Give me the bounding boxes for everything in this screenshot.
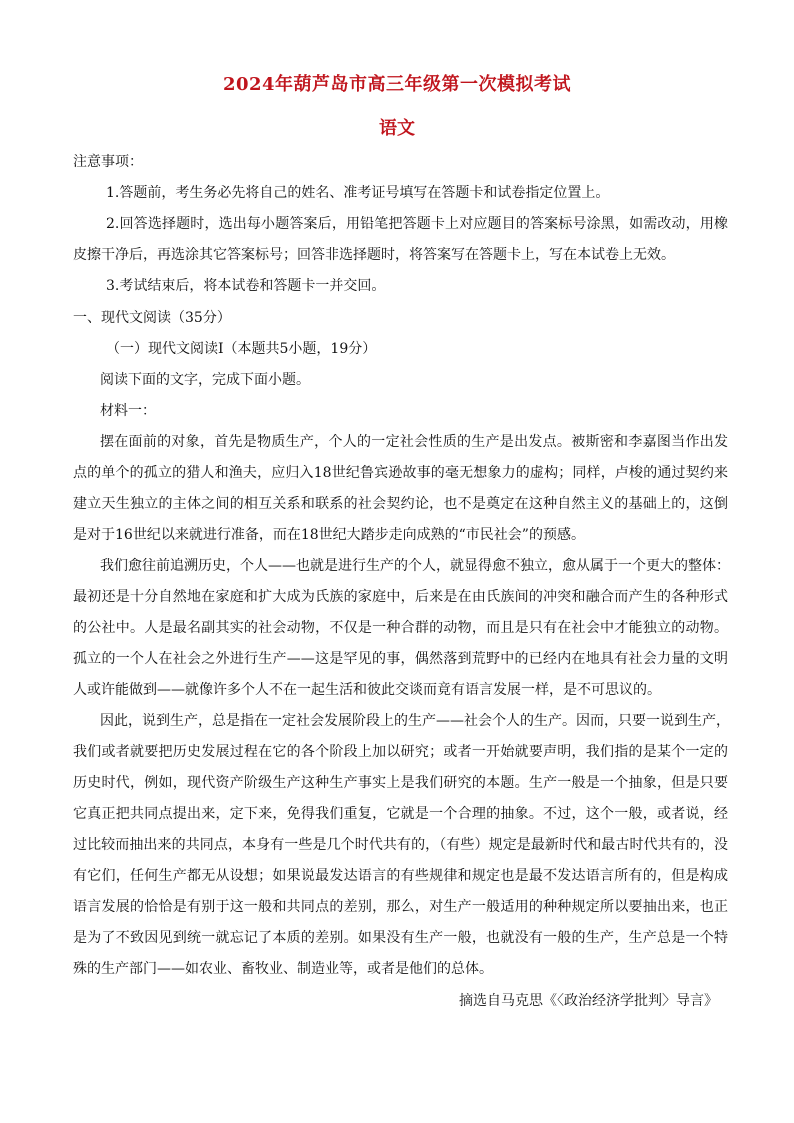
subject-title: 语文: [379, 118, 415, 139]
paragraph-line: 点的单个的孤立的猎人和渔夫，应归入18世纪鲁宾逊故事的毫无想象力的虚构；同样，卢梭的通过契约来: [73, 465, 728, 481]
notice-item: 3.考试结束后，将本试卷和答题卡一并交回。: [106, 278, 386, 294]
paragraph-line: 殊的生产部门——如农业、畜牧业、制造业等，或者是他们的总体。: [73, 961, 493, 977]
paragraph-line: 有它们，任何生产都无从设想；如果说最发达语言的有些规律和规定也是最不发达语言所有的，但是构成: [73, 868, 728, 884]
material-label: 材料一：: [100, 403, 156, 419]
paragraph-line: 建立天生独立的主体之间的相互关系和联系的社会契约论，也不是奠定在这种自然主义的基础上的，这倒: [73, 496, 728, 512]
paragraph-line: 是对于16世纪以来就进行准备，而在18世纪大踏步走向成熟的“市民社会”的预感。: [73, 527, 585, 543]
instruction-text: 阅读下面的文字，完成下面小题。: [100, 372, 310, 388]
subsection-heading: （一）现代文阅读Ⅰ（本题共5小题，19分）: [106, 341, 377, 357]
paragraph-line: 是为了不致因见到统一就忘记了本质的差别。如果没有生产一般，也就没有一般的生产，生产总是一个特: [73, 930, 728, 946]
notice-item: 1.答题前，考生务必先将自己的姓名、准考证号填写在答题卡和试卷指定位置上。: [106, 185, 610, 201]
paragraph-line: 人或许能做到——就像许多个人不在一起生活和彼此交谈而竟有语言发展一样，是不可思议的。: [73, 682, 661, 698]
source-citation: 摘选自马克思《〈政治经济学批判〉导言》: [459, 993, 718, 1009]
paragraph-line: 我们愈往前追溯历史，个人——也就是进行生产的个人，就显得愈不独立，愈从属于一个更大的整体：: [100, 558, 730, 574]
paragraph-line: 的公社中。人是最名副其实的社会动物，不仅是一种合群的动物，而且是只有在社会中才能独立的动物。: [73, 620, 728, 636]
exam-title: 2024年葫芦岛市高三年级第一次模拟考试: [222, 74, 572, 95]
paragraph-line: 语言发展的恰恰是有别于这一般和共同点的差别，那么，对生产一般适用的种种规定所以要抽出来，也正: [73, 899, 728, 915]
paragraph-line: 孤立的一个人在社会之外进行生产——这是罕见的事，偶然落到荒野中的已经内在地具有社会力量的文明: [73, 651, 728, 667]
notice-item: 皮擦干净后，再选涂其它答案标号；回答非选择题时，将答案写在答题卡上，写在本试卷上无效。: [73, 247, 675, 263]
paragraph-line: 历史时代，例如，现代资产阶级生产这种生产事实上是我们研究的本题。生产一般是一个抽象，但是只要: [73, 775, 728, 791]
paragraph-line: 因此，说到生产，总是指在一定社会发展阶段上的生产——社会个人的生产。因而，只要一说到生产，: [100, 713, 730, 729]
section-heading: 一、现代文阅读（35分）: [73, 310, 231, 326]
paragraph-line: 最初还是十分自然地在家庭和扩大成为氏族的家庭中，后来是在由氏族间的冲突和融合而产生的各种形式: [73, 589, 728, 605]
paragraph-line: 它真正把共同点提出来，定下来，免得我们重复，它就是一个合理的抽象。不过，这个一般，或者说，经: [73, 806, 728, 822]
notice-heading: 注意事项：: [73, 154, 143, 170]
paragraph-line: 摆在面前的对象，首先是物质生产，个人的一定社会性质的生产是出发点。被斯密和李嘉图当作出发: [100, 434, 728, 450]
paragraph-line: 过比较而抽出来的共同点，本身有一些是几个时代共有的，（有些）规定是最新时代和最古时代共有的，没: [73, 837, 728, 853]
notice-item: 2.回答选择题时，选出每小题答案后，用铅笔把答题卡上对应题目的答案标号涂黑，如需改动，用橡: [106, 216, 728, 232]
paragraph-line: 我们或者就要把历史发展过程在它的各个阶段上加以研究；或者一开始就要声明，我们指的是某个一定的: [73, 744, 728, 760]
